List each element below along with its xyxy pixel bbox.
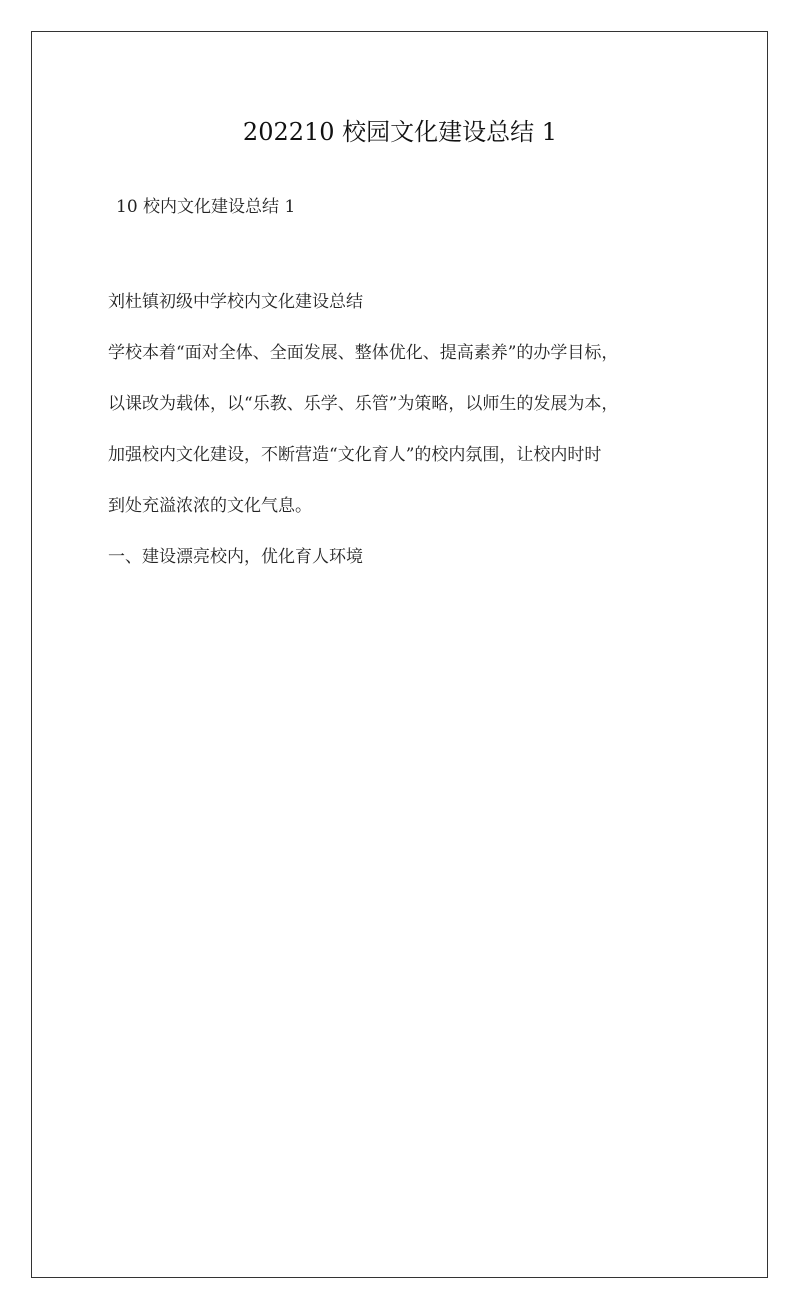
document-body bbox=[108, 286, 698, 592]
paragraph-line: 学校本着“面对全体、全面发展、整体优化、提高素养”的办学目标， bbox=[108, 343, 619, 363]
paragraph-line: 加强校内文化建设，不断营造“文化育人”的校内氛围，让校内时时 bbox=[108, 445, 602, 465]
paragraph-line: 一、建设漂亮校内，优化育人环境 bbox=[108, 547, 363, 567]
paragraph-line: 到处充溢浓浓的文化气息。 bbox=[108, 496, 312, 516]
document-title: 202210 校园文化建设总结 1 bbox=[242, 118, 558, 146]
paragraph bbox=[108, 541, 698, 592]
document-subtitle: 10 校内文化建设总结 1 bbox=[116, 197, 296, 217]
paragraph-line: 以课改为载体，以“乐教、乐学、乐管”为策略，以师生的发展为本， bbox=[108, 394, 619, 414]
section-heading: 刘杜镇初级中学校内文化建设总结 bbox=[108, 292, 363, 312]
paragraph bbox=[108, 337, 698, 541]
